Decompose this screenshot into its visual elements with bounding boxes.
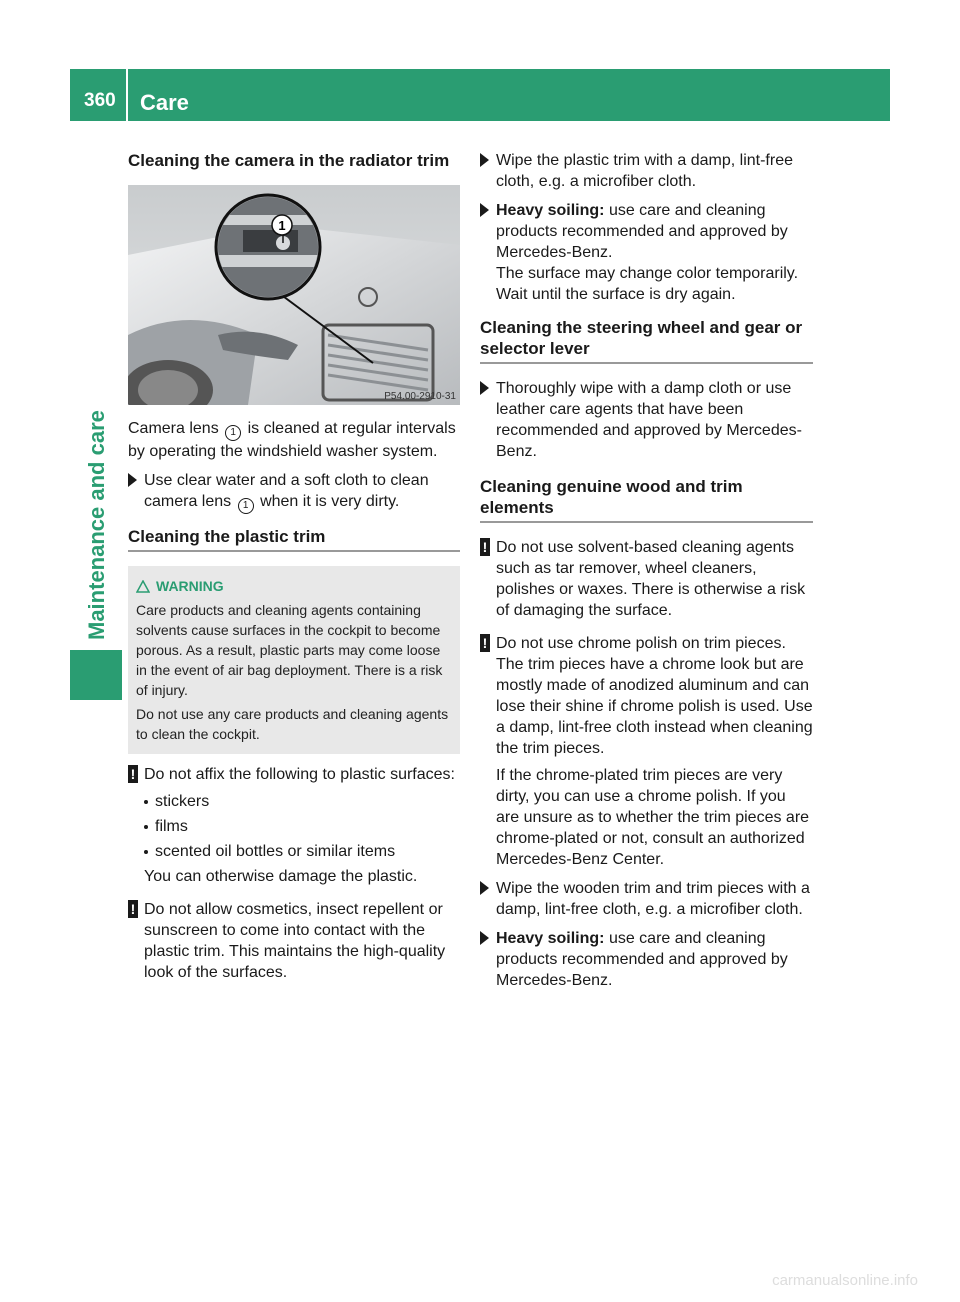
step-clean-camera: Use clear water and a soft cloth to clean camera lens 1 when it is very dirty.: [128, 470, 460, 514]
warning-triangle-icon: [136, 580, 150, 593]
page-number: 360: [84, 90, 116, 111]
heading-plastic: Cleaning the plastic trim: [128, 526, 460, 552]
warning-box: [128, 566, 460, 754]
svg-text:1: 1: [278, 218, 286, 233]
list-item: scented oil bottles or similar items: [128, 841, 460, 862]
step-heavy-soiling: Heavy soiling: use care and cleaning products recommended and approved by Mercedes-Benz. The surface may change color temporarily. Wait until the surface is dry again.: [480, 200, 813, 305]
callout-1-icon: 1: [238, 498, 254, 514]
callout-1-icon: 1: [225, 425, 241, 441]
step-arrow-icon: [480, 931, 489, 945]
left-column: [128, 150, 460, 983]
heading-camera: Cleaning the camera in the radiator trim: [128, 151, 450, 170]
list-item: stickers: [128, 791, 460, 812]
step-wipe-plastic: Wipe the plastic trim with a damp, lint-free cloth, e.g. a microfiber cloth.: [480, 150, 813, 192]
side-tab-block: [70, 650, 122, 700]
heading-wood: Cleaning genuine wood and trim elements: [480, 476, 813, 523]
right-column: [480, 150, 813, 991]
note-affix-tail: You can otherwise damage the plastic.: [144, 868, 418, 885]
step-steering: Thoroughly wipe with a damp cloth or use leather care agents that have been recommended and approved by Mercedes-Benz.: [480, 378, 813, 462]
warning-text-2: Do not use any care products and cleaning agents to clean the cockpit.: [136, 706, 449, 742]
note-cosmetics: ! Do not allow cosmetics, insect repellent or sunscreen to come into contact with the plastic trim. This maintains the high-quality look of the surfaces.: [128, 899, 460, 983]
exclamation-icon: !: [128, 900, 138, 918]
step-arrow-icon: [128, 473, 137, 487]
exclamation-icon: !: [480, 538, 490, 556]
figure-label: P54.00-2910-31: [384, 391, 456, 402]
camera-figure: [128, 185, 460, 405]
bullet-icon: [144, 800, 148, 804]
car-front-illustration: [128, 185, 460, 405]
step-arrow-icon: [480, 381, 489, 395]
exclamation-icon: !: [128, 765, 138, 783]
header-bar: [70, 69, 890, 121]
note-affix: ! Do not affix the following to plastic surfaces:: [128, 764, 460, 785]
note-wood: ! Do not use solvent-based cleaning agents such as tar remover, wheel cleaners, polishes or waxes. There is otherwise a risk of damaging the surface.: [480, 537, 813, 621]
side-tab-label: Maintenance and care: [84, 410, 109, 640]
list-item: films: [128, 816, 460, 837]
section-title: Care: [140, 90, 189, 115]
step-heavy-soiling-2: Heavy soiling: use care and cleaning products recommended and approved by Mercedes-Benz.: [480, 928, 813, 991]
note-chrome: ! Do not use chrome polish on trim pieces. The trim pieces have a chrome look but are mostly made of anodized aluminum and can lose their shine if chrome polish is used. Use a damp, lint-free cloth instead when cleaning the trim pieces.: [480, 633, 813, 759]
note-chrome-extra: If the chrome-plated trim pieces are very dirty, you can use a chrome polish. If you are unsure as to whether the trim pieces are chrome-plated or not, consult an authorized Mercedes-Benz Center.: [496, 767, 810, 868]
bullet-icon: [144, 850, 148, 854]
watermark: carmanualsonline.info: [772, 1272, 918, 1289]
exclamation-icon: !: [480, 634, 490, 652]
warning-text-1: Care products and cleaning agents containing solvents cause surfaces in the cockpit to become porous. As a result, plastic parts may come loose in the event of air bag deployment. There is a risk of injury.: [136, 602, 443, 698]
step-arrow-icon: [480, 153, 489, 167]
camera-text: Camera lens 1 is cleaned at regular intervals by operating the windshield washer system.: [128, 420, 456, 460]
step-wipe-wood: Wipe the wooden trim and trim pieces with a damp, lint-free cloth, e.g. a microfiber cloth.: [480, 878, 813, 920]
header-divider: [126, 69, 128, 121]
step-arrow-icon: [480, 881, 489, 895]
heading-steering: Cleaning the steering wheel and gear or selector lever: [480, 317, 813, 364]
warning-heading: WARNING: [136, 576, 452, 596]
bullet-icon: [144, 825, 148, 829]
step-arrow-icon: [480, 203, 489, 217]
